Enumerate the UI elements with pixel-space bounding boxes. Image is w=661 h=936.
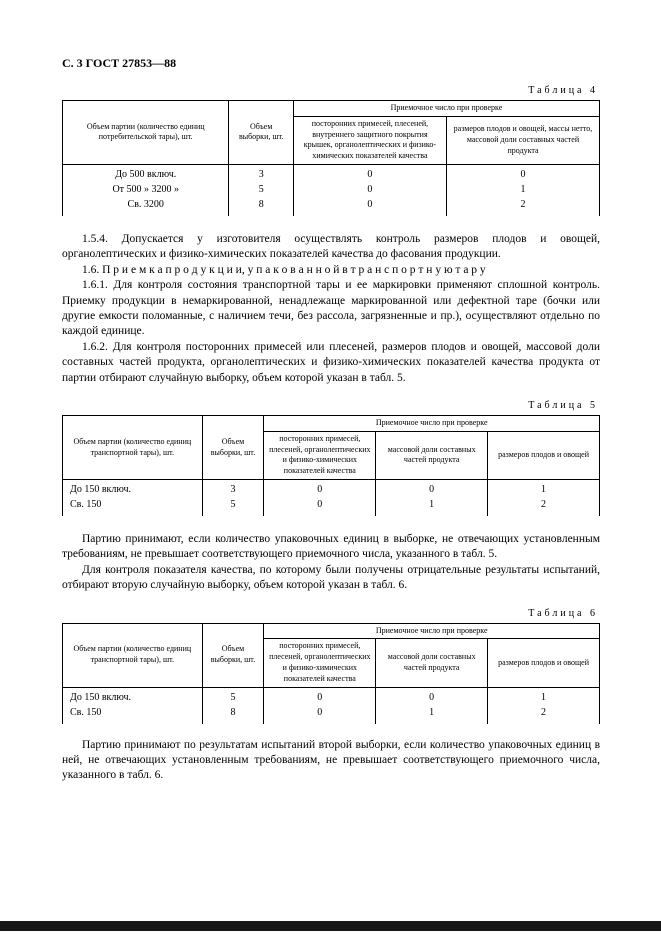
table-cell: 1 [376,705,488,724]
table6-head [63,623,600,687]
table-row [63,197,600,216]
table4-header-acceptance-group: Приемочное число при проверке [293,101,599,117]
table4-header-sizes: размеров плодов и овощей, массы нетто, массовой доли составных частей продукта [446,116,599,164]
table4-header-sample-volume: Объем выборки, шт. [229,101,293,165]
text-block-3 [62,738,600,784]
table4-header-batch-volume: Объем партии (количество единиц потребительской тары), шт. [63,101,229,165]
heading-1-6: 1.6. П р и е м к а п р о д у к ц и и, у п а к о в а н н о й в т р а н с п о р т н у ю т а р у [82,263,486,276]
table-row [63,497,600,516]
page-header: С. 3 ГОСТ 27853—88 [62,56,177,70]
table-cell: 0 [376,687,488,705]
paragraph-1-6-2: 1.6.2. Для контроля посторонних примесей или плесеней, размеров плодов и овощей, массовой доли составных частей продукта, органолептических и физико-химических показателей качества продукта от партии отбирают случайную выборку, объем которой указан в табл. 5. [62,340,600,384]
table6-header-batch-volume: Объем партии (количество единиц транспортной тары), шт. [63,623,203,687]
paragraph-after-table5-b: Для контроля показателя качества, по которому были получены отрицательные результаты испытаний, отбирают вторую случайную выборку, объем которой указан в табл. 6. [62,563,600,592]
paragraph-1-6-1: 1.6.1. Для контроля состояния транспортной тары и ее маркировки применяют сплошной контроль. Приемку продукции в немаркированной, ненадлежаще маркированной или дефектной таре (бочки или другие емкости поломанные, с наличием течи, без рассола, загрязненные и пр.), осуществляют отдельно по каждой единице. [62,279,600,338]
table5-header-mass-fraction: массовой доли составных частей продукта [376,431,488,479]
table-cell: До 150 включ. [63,480,203,498]
table-cell: 8 [202,705,264,724]
table4-body [63,164,600,216]
table-row [63,164,600,182]
text-block-1 [62,232,600,386]
table-cell: 5 [229,182,293,197]
text-block-2 [62,532,600,594]
table6-header-mass-fraction: массовой доли составных частей продукта [376,639,488,687]
table-cell: 0 [264,497,376,516]
table6-header-impurities: посторонних примесей, плесеней, органолептических и физико-химических показателей качества [264,639,376,687]
table4-caption: Таблица 4 [528,85,598,96]
table-cell: 2 [488,705,600,724]
table5-header-sizes: размеров плодов и овощей [488,431,600,479]
table-cell: 5 [202,497,264,516]
table5-header-sample-volume: Объем выборки, шт. [202,416,264,480]
table5-header-acceptance-group: Приемочное число при проверке [264,416,600,432]
table-row [63,687,600,705]
table-cell: 0 [264,705,376,724]
table-cell: Св. 150 [63,705,203,724]
table-cell: До 500 включ. [63,164,229,182]
table-row [63,480,600,498]
table5-body [63,480,600,517]
table-cell: От 500 » 3200 » [63,182,229,197]
table-cell: 0 [293,197,446,216]
table-cell: 3 [229,164,293,182]
table4-header-impurities: посторонних примесей, плесеней, внутреннего защитного покрытия крышек, органолептических и физико-химических показателей качества [293,116,446,164]
table6-body [63,687,600,724]
table-row [63,705,600,724]
table6-header-sample-volume: Объем выборки, шт. [202,623,264,687]
table-cell: 1 [446,182,599,197]
table-cell: 0 [293,182,446,197]
table-cell: 2 [488,497,600,516]
table-cell: 2 [446,197,599,216]
table6-header-sizes: размеров плодов и овощей [488,639,600,687]
table4 [62,100,600,216]
table-cell: 0 [376,480,488,498]
table6-header-acceptance-group: Приемочное число при проверке [264,623,600,639]
table-cell: 0 [446,164,599,182]
table5-header-batch-volume: Объем партии (количество единиц транспортной тары), шт. [63,416,203,480]
paragraph-final: Партию принимают по результатам испытаний второй выборки, если количество упаковочных единиц в ней, не отвечающих установленным требованиям, не превышает соответствующего приемочного числа, указанного в табл. 6. [62,738,600,782]
paragraph-after-table5-a: Партию принимают, если количество упаковочных единиц в выборке, не отвечающих установленным требованиям, не превышает соответствующего приемочного числа, указанного в табл. 5. [62,533,600,561]
table-cell: Св. 3200 [63,197,229,216]
table5-caption: Таблица 5 [528,400,598,412]
table-cell: 8 [229,197,293,216]
table5-header-impurities: посторонних примесей, плесеней, органолептических и физико-химических показателей качества [264,431,376,479]
table-cell: 0 [293,164,446,182]
table-cell: Св. 150 [63,497,203,516]
paragraph-1-5-4: 1.5.4. Допускается у изготовителя осуществлять контроль размеров плодов и овощей, органолептических и физико-химических показателей качества до фасования продукции. [62,232,600,261]
table5 [62,415,600,516]
page-bottom-scan-bar [0,921,661,931]
table-cell: 1 [488,687,600,705]
table-cell: 1 [376,497,488,516]
table5-head [63,416,600,480]
table-cell: 0 [264,687,376,705]
table-cell: До 150 включ. [63,687,203,705]
table6-caption: Таблица 6 [528,607,598,619]
table-cell: 3 [202,480,264,498]
table4-head [63,101,600,165]
table-row [63,182,600,197]
table-cell: 0 [264,480,376,498]
table-cell: 5 [202,687,264,705]
table-cell: 1 [488,480,600,498]
table6 [62,623,600,724]
